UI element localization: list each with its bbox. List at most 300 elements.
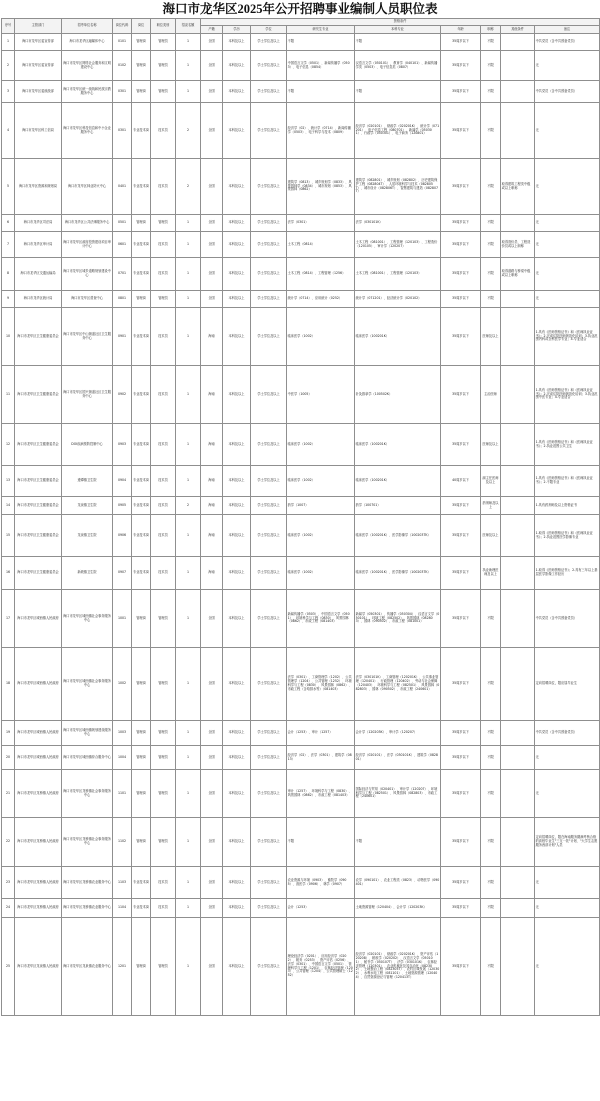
cell-education: 本科及以上 — [223, 746, 251, 770]
cell-quota: 1 — [176, 648, 201, 721]
cell-note: 中共党员（含中共预备党员） — [535, 590, 600, 648]
cell-category: 技术员 — [151, 308, 176, 366]
cell-grad-major: 临床医学（1002） — [287, 424, 355, 466]
cell-age: 35周岁以下 — [441, 590, 481, 648]
document-title: 海口市龙华区2025年公开招聘事业编制人员职位表 — [162, 2, 438, 16]
cell-degree: 学士学位及以上 — [251, 557, 287, 590]
table-row — [2, 34, 600, 51]
cell-post: 管理岗 — [132, 590, 151, 648]
cell-code: 1002 — [113, 648, 132, 721]
cell-education: 本科及以上 — [223, 770, 251, 818]
cell-seq: 1 — [2, 34, 15, 51]
cell-unit: 海口市龙华区龙桥镇农业服务中心 — [62, 899, 113, 918]
cell-note: 无 — [535, 215, 600, 232]
cell-post: 管理岗 — [132, 51, 151, 81]
cell-note: 无 — [535, 51, 600, 81]
cell-degree: 学士学位及以上 — [251, 51, 287, 81]
cell-category: 技术员 — [151, 557, 176, 590]
cell-other — [501, 466, 535, 497]
cell-post: 专业技术岗 — [132, 366, 151, 424]
cell-unit: 海口市龙华区龙桥镇社会事务服务中心 — [62, 770, 113, 818]
cell-other — [501, 81, 535, 103]
cell-seq: 3 — [2, 81, 15, 103]
cell-education: 本科及以上 — [223, 557, 251, 590]
cell-huji: 海南 — [201, 366, 223, 424]
table-row — [2, 424, 600, 466]
cell-unit: 海口市龙华区城西镇综合服务中心 — [62, 746, 113, 770]
cell-huji: 全国 — [201, 818, 223, 867]
cell-huji: 全国 — [201, 51, 223, 81]
cell-other — [501, 818, 535, 867]
cell-code: 0904 — [113, 466, 132, 497]
table-row — [2, 648, 600, 721]
table-row — [2, 51, 600, 81]
cell-seq: 25 — [2, 918, 15, 1016]
cell-dept: 海口市龙华区龙桥镇人民政府 — [15, 818, 62, 867]
cell-title: 不限 — [481, 867, 501, 899]
cell-dept: 海口市龙华区城西镇人民政府 — [15, 721, 62, 746]
cell-code: 1001 — [113, 590, 132, 648]
cell-ug-major: 不限 — [355, 81, 441, 103]
cell-code: 0701 — [113, 258, 132, 291]
cell-category: 技术员 — [151, 258, 176, 291]
cell-title: 不限 — [481, 159, 501, 215]
cell-other — [501, 515, 535, 557]
cell-quota: 1 — [176, 899, 201, 918]
cell-post: 管理岗 — [132, 291, 151, 308]
cell-other — [501, 366, 535, 424]
cell-age: 35周岁以下 — [441, 34, 481, 51]
cell-grad-major: 中国语言文学（0501）、新闻传播学（0503）、电子信息（0854） — [287, 51, 355, 81]
cell-education: 本科及以上 — [223, 81, 251, 103]
header-title: 职称 — [481, 26, 501, 34]
cell-quota: 1 — [176, 867, 201, 899]
cell-grad-major: 理论经济学（0201）、应用经济学（0202）、税务（0253）、资产评估（0256）、法学（0301）、中国语言文学（0501）、管理科学与工程（1201）、农林经济管理（1203）、公共管理（1204）、公共管理硕士（1252） — [287, 918, 355, 1016]
cell-grad-major: 经济学（02）、法学（0301）、建筑学（0813） — [287, 746, 355, 770]
cell-seq: 13 — [2, 466, 15, 497]
cell-code: 1104 — [113, 899, 132, 918]
cell-category: 管理员 — [151, 721, 176, 746]
table-row — [2, 366, 600, 424]
cell-other — [501, 721, 535, 746]
cell-code: 0401 — [113, 159, 132, 215]
cell-huji: 全国 — [201, 103, 223, 159]
header-post: 岗位 — [132, 19, 151, 34]
cell-title: 不限 — [481, 232, 501, 258]
cell-grad-major: 农业资源与环境（0903）、畜牧学（0905）、兽医学（0906）、林学（0907） — [287, 867, 355, 899]
cell-degree: 学士学位及以上 — [251, 366, 287, 424]
cell-other: 取得道路与桥梁中级或以上职称 — [501, 258, 535, 291]
cell-dept: 海口市龙华区城西镇人民政府 — [15, 746, 62, 770]
cell-age: 35周岁以下 — [441, 81, 481, 103]
cell-post: 专业技术岗 — [132, 232, 151, 258]
cell-seq: 22 — [2, 818, 15, 867]
cell-post: 专业技术岗 — [132, 159, 151, 215]
cell-title: 不限 — [481, 103, 501, 159]
table-body — [2, 34, 600, 1016]
table-header — [2, 19, 600, 34]
cell-grad-major: 新闻传播学（0503）、中国语言文学（0501）、环境科学与工程（0830）、风景园林（0862）、市政工程（081403） — [287, 590, 355, 648]
cell-seq: 24 — [2, 899, 15, 918]
cell-other — [501, 770, 535, 818]
cell-degree: 学士学位及以上 — [251, 232, 287, 258]
cell-ug-major: 临床医学（100201K） — [355, 424, 441, 466]
cell-huji: 全国 — [201, 81, 223, 103]
cell-other: 取得造价员、工程造价员或以上职称 — [501, 232, 535, 258]
cell-note: 无 — [535, 159, 600, 215]
cell-post: 专业技术岗 — [132, 497, 151, 515]
cell-post: 管理岗 — [132, 721, 151, 746]
cell-ug-major: 不限 — [355, 34, 441, 51]
cell-seq: 6 — [2, 215, 15, 232]
cell-seq: 14 — [2, 497, 15, 515]
header-other: 其他条件 — [501, 26, 535, 34]
cell-note: 1.具有《医师资格证书》和《医师执业证书》；2.不限专业 — [535, 466, 600, 497]
cell-dept: 海口市龙华区科工信局 — [15, 103, 62, 159]
cell-post: 专业技术岗 — [132, 899, 151, 918]
cell-title: 不限 — [481, 721, 501, 746]
cell-other — [501, 899, 535, 918]
cell-seq: 19 — [2, 721, 15, 746]
cell-dept: 海口市龙华区委宣传部 — [15, 51, 62, 81]
cell-post: 管理岗 — [132, 648, 151, 721]
cell-age: 35周岁以下 — [441, 291, 481, 308]
cell-code: 0501 — [113, 215, 132, 232]
cell-grad-major: 临床医学（1002） — [287, 515, 355, 557]
cell-quota: 1 — [176, 291, 201, 308]
header-category: 职位类别 — [151, 19, 176, 34]
cell-unit: 海口市龙华区城西镇规划建设服务中心 — [62, 721, 113, 746]
cell-degree: 学士学位及以上 — [251, 746, 287, 770]
cell-note: 无 — [535, 103, 600, 159]
cell-title: 不限 — [481, 818, 501, 867]
cell-education: 本科及以上 — [223, 291, 251, 308]
cell-post: 专业技术岗 — [132, 308, 151, 366]
cell-dept: 海口市龙华区卫生健康委员会 — [15, 366, 62, 424]
table-row — [2, 497, 600, 515]
cell-unit: 海口市龙华区国兴街道社区卫生服务中心 — [62, 366, 113, 424]
cell-grad-major: 临床医学（1002） — [287, 308, 355, 366]
cell-grad-major: 不限 — [287, 34, 355, 51]
cell-grad-major: 土木工程（0814）、工程管理（1256） — [287, 258, 355, 291]
cell-degree: 学士学位及以上 — [251, 291, 287, 308]
cell-unit: 海口市龙华区统一战线和民族宗教服务中心 — [62, 81, 113, 103]
cell-title: 不限 — [481, 215, 501, 232]
cell-quota: 1 — [176, 34, 201, 51]
cell-grad-major: 会计（1253）、审计（1257） — [287, 721, 355, 746]
cell-age: 35周岁以下 — [441, 159, 481, 215]
cell-category: 技术员 — [151, 232, 176, 258]
cell-degree: 学士学位及以上 — [251, 308, 287, 366]
cell-degree: 学士学位及以上 — [251, 215, 287, 232]
cell-seq: 10 — [2, 308, 15, 366]
cell-degree: 学士学位及以上 — [251, 497, 287, 515]
cell-other — [501, 746, 535, 770]
table-row — [2, 590, 600, 648]
cell-grad-major: 法学（0301）、工商管理学（1202）、公共管理学（1204）、公共管理（1252）、环境科学与工程（0830）、风景园林（0862）、市政工程（含给排水等）（081403） — [287, 648, 355, 721]
header-dept: 主管部门 — [15, 19, 62, 34]
cell-dept: 海口市龙华区司法局 — [15, 215, 62, 232]
cell-title: 不限 — [481, 258, 501, 291]
cell-seq: 5 — [2, 159, 15, 215]
cell-unit: 海口市龙华区城西镇社会事务服务中心 — [62, 648, 113, 721]
cell-code: 1201 — [113, 918, 132, 1016]
cell-age: 35周岁以下 — [441, 515, 481, 557]
cell-huji: 海南 — [201, 557, 223, 590]
cell-category: 技术员 — [151, 103, 176, 159]
cell-unit: 新坡镇卫生院 — [62, 557, 113, 590]
cell-dept: 海口市龙华区龙桥镇人民政府 — [15, 867, 62, 899]
cell-category: 管理员 — [151, 818, 176, 867]
cell-code: 0101 — [113, 34, 132, 51]
cell-seq: 8 — [2, 258, 15, 291]
cell-other — [501, 557, 535, 590]
cell-dept: 海口市龙华区龙泉镇人民政府 — [15, 918, 62, 1016]
cell-quota: 1 — [176, 308, 201, 366]
cell-unit: 海口市龙华区中山街道社区卫生服务中心 — [62, 308, 113, 366]
cell-category: 管理员 — [151, 918, 176, 1016]
cell-quota: 1 — [176, 81, 201, 103]
cell-post: 管理岗 — [132, 918, 151, 1016]
cell-education: 本科及以上 — [223, 497, 251, 515]
cell-title: 不限 — [481, 291, 501, 308]
cell-post: 专业技术岗 — [132, 557, 151, 590]
cell-grad-major: 不限 — [287, 81, 355, 103]
cell-other — [501, 34, 535, 51]
cell-code: 1101 — [113, 770, 132, 818]
cell-other: 取得建筑工程类中级或以上职称 — [501, 159, 535, 215]
cell-huji: 全国 — [201, 918, 223, 1016]
cell-category: 技术员 — [151, 466, 176, 497]
cell-ug-major: 土木工程（081001）、工程管理（120103） — [355, 258, 441, 291]
cell-code: 0301 — [113, 103, 132, 159]
cell-age: 35周岁以下 — [441, 867, 481, 899]
cell-education: 本科及以上 — [223, 308, 251, 366]
cell-title: 主治医师 — [481, 366, 501, 424]
cell-grad-major: 法学（0301） — [287, 215, 355, 232]
cell-ug-major: 临床医学（100201K） — [355, 466, 441, 497]
cell-huji: 全国 — [201, 867, 223, 899]
cell-education: 本科及以上 — [223, 515, 251, 557]
cell-note: 无 — [535, 258, 600, 291]
cell-category: 管理员 — [151, 590, 176, 648]
cell-unit: 遵谭镇卫生院 — [62, 466, 113, 497]
cell-huji: 全国 — [201, 648, 223, 721]
cell-unit: 海口市龙华区政府投资建设项目审计中心 — [62, 232, 113, 258]
cell-unit: 海口市龙华区城西镇社会事务服务中心 — [62, 590, 113, 648]
cell-dept: 海口市龙华区卫生健康委员会 — [15, 424, 62, 466]
cell-seq: 9 — [2, 291, 15, 308]
table-row — [2, 515, 600, 557]
cell-other — [501, 867, 535, 899]
cell-unit: DOI疾病预防控制中心 — [62, 424, 113, 466]
cell-title: 不限 — [481, 899, 501, 918]
cell-post: 管理岗 — [132, 34, 151, 51]
cell-huji: 全国 — [201, 721, 223, 746]
header-quota: 招录名额 — [176, 19, 201, 34]
cell-note: 无 — [535, 918, 600, 1016]
cell-note: 1.具有《医师资格证书》和《医师执业证书》；2.完成住院医师规范化培训；3.执业范围中医专业；4.专业适合 — [535, 366, 600, 424]
cell-dept: 海口市龙华区龙桥镇人民政府 — [15, 770, 62, 818]
cell-post: 专业技术岗 — [132, 103, 151, 159]
cell-title: 不限 — [481, 590, 501, 648]
cell-category: 管理员 — [151, 34, 176, 51]
cell-title: 执业助理医师及以上 — [481, 557, 501, 590]
cell-dept: 海口市龙华区卫生健康委员会 — [15, 466, 62, 497]
cell-education: 本科及以上 — [223, 818, 251, 867]
cell-degree: 学士学位及以上 — [251, 918, 287, 1016]
table-row — [2, 103, 600, 159]
positions-table — [1, 18, 600, 1016]
cell-degree: 学士学位及以上 — [251, 648, 287, 721]
cell-seq: 2 — [2, 51, 15, 81]
cell-seq: 18 — [2, 648, 15, 721]
cell-education: 本科及以上 — [223, 232, 251, 258]
cell-age: 35周岁以下 — [441, 51, 481, 81]
cell-other — [501, 291, 535, 308]
cell-ug-major: 临床医学（100201K）、医学影像学（100203TK） — [355, 557, 441, 590]
cell-ug-major: 经济学（020101）、财政学（020201K）、统计学（071201）、电子信息工程（080701）、新闻学（050301）、行政学（050301）、电子商务（120801） — [355, 103, 441, 159]
cell-category: 技术员 — [151, 867, 176, 899]
cell-title: 医师及以上 — [481, 515, 501, 557]
cell-post: 管理岗 — [132, 81, 151, 103]
cell-other — [501, 103, 535, 159]
table-row — [2, 258, 600, 291]
cell-education: 本科及以上 — [223, 867, 251, 899]
cell-dept: 海口市龙华区资源和规划局 — [15, 159, 62, 215]
table-row — [2, 899, 600, 918]
cell-degree: 学士学位及以上 — [251, 258, 287, 291]
header-requirements: 资格条件 — [201, 19, 600, 26]
cell-category: 技术员 — [151, 515, 176, 557]
cell-unit: 海口市龙华区城乡道路规划建设中心 — [62, 258, 113, 291]
header-education: 学历 — [223, 26, 251, 34]
cell-dept: 海口市龙华区卫生健康委员会 — [15, 557, 62, 590]
cell-huji: 全国 — [201, 899, 223, 918]
table-row — [2, 232, 600, 258]
cell-note: 中共党员（含中共预备党员） — [535, 721, 600, 746]
cell-ug-major: 经济学（020101）、法学（030101K）、建筑学（082801） — [355, 746, 441, 770]
cell-seq: 20 — [2, 746, 15, 770]
cell-education: 本科及以上 — [223, 34, 251, 51]
table-row — [2, 746, 600, 770]
cell-post: 专业技术岗 — [132, 424, 151, 466]
cell-other — [501, 308, 535, 366]
cell-post: 管理岗 — [132, 215, 151, 232]
table-row — [2, 159, 600, 215]
cell-code: 0902 — [113, 366, 132, 424]
cell-code: 1103 — [113, 867, 132, 899]
cell-grad-major: 会计（1253） — [287, 899, 355, 918]
cell-education: 本科及以上 — [223, 648, 251, 721]
cell-seq: 11 — [2, 366, 15, 424]
cell-quota: 1 — [176, 721, 201, 746]
cell-grad-major: 临床医学（1002） — [287, 466, 355, 497]
cell-huji: 全国 — [201, 291, 223, 308]
cell-note: 1.具有药剂师及以上资格证书 — [535, 497, 600, 515]
table-row — [2, 308, 600, 366]
cell-education: 本科及以上 — [223, 51, 251, 81]
cell-grad-major: 经济学（02）、统计学（0714）、新闻传播学（0503）、电子科学与技术（0809） — [287, 103, 355, 159]
cell-age: 35周岁以下 — [441, 308, 481, 366]
header-code: 岗位代码 — [113, 19, 132, 34]
cell-post: 管理岗 — [132, 770, 151, 818]
cell-degree: 学士学位及以上 — [251, 466, 287, 497]
cell-unit: 海口市龙华区科技信息和中小企业服务中心 — [62, 103, 113, 159]
cell-note: 无 — [535, 232, 600, 258]
cell-age: 35周岁以下 — [441, 557, 481, 590]
cell-quota: 1 — [176, 424, 201, 466]
cell-grad-major: 中医学（1005） — [287, 366, 355, 424]
cell-grad-major: 审计（1257）、环境科学与工程（0830）、风景园林（0862）、市政工程（081403） — [287, 770, 355, 818]
cell-note: 无 — [535, 746, 600, 770]
cell-seq: 7 — [2, 232, 15, 258]
cell-note: 中共党员（含中共预备党员） — [535, 81, 600, 103]
cell-seq: 15 — [2, 515, 15, 557]
cell-code: 0801 — [113, 291, 132, 308]
cell-post: 专业技术岗 — [132, 466, 151, 497]
cell-title: 副主任医师及以上 — [481, 466, 501, 497]
table-row — [2, 721, 600, 746]
table-row — [2, 291, 600, 308]
cell-dept: 海口市龙华区卫生健康委员会 — [15, 497, 62, 515]
cell-post: 管理岗 — [132, 746, 151, 770]
cell-unit: 海口市龙华区网络社会服务和文明建设中心 — [62, 51, 113, 81]
cell-ug-major: 临床医学（100201K） — [355, 308, 441, 366]
cell-code: 0906 — [113, 515, 132, 557]
cell-seq: 12 — [2, 424, 15, 466]
cell-title: 不限 — [481, 51, 501, 81]
cell-age: 35周岁以下 — [441, 215, 481, 232]
cell-category: 技术员 — [151, 899, 176, 918]
cell-unit: 海口市龙华区融媒体中心 — [62, 34, 113, 51]
cell-age: 35周岁以下 — [441, 721, 481, 746]
cell-quota: 2 — [176, 159, 201, 215]
cell-huji: 全国 — [201, 232, 223, 258]
cell-dept: 海口市龙华区卫生健康委员会 — [15, 515, 62, 557]
cell-unit: 龙泉镇卫生院 — [62, 515, 113, 557]
cell-education: 本科及以上 — [223, 159, 251, 215]
cell-note: 定向招聘岗位，限在海南服务期满考核合格的高校毕业生"三支一扶"计划、"大学生志愿服务西部计划"人员 — [535, 818, 600, 867]
cell-note: 1.取得《医师资格证书》；2.具有三年以上基层医学影像工作经历 — [535, 557, 600, 590]
cell-unit: 海口市龙华区林业防火中心 — [62, 159, 113, 215]
cell-degree: 学士学位及以上 — [251, 867, 287, 899]
cell-age: 35周岁以下 — [441, 497, 481, 515]
cell-post: 管理岗 — [132, 818, 151, 867]
cell-category: 管理员 — [151, 81, 176, 103]
cell-note: 1.具有《医师资格证书》和《医师执业证书》；2.完成住院医师规范化培训；3.执业范围内科或全科医学专业；4.专业适合 — [535, 308, 600, 366]
cell-ug-major: 针灸推拿学（100502K） — [355, 366, 441, 424]
cell-code: 0905 — [113, 497, 132, 515]
cell-grad-major: 药学（1007） — [287, 497, 355, 515]
cell-dept: 海口市龙华区龙桥镇人民政府 — [15, 899, 62, 918]
cell-education: 本科及以上 — [223, 721, 251, 746]
table-row — [2, 81, 600, 103]
cell-quota: 1 — [176, 770, 201, 818]
cell-note: 无 — [535, 291, 600, 308]
cell-ug-major: 不限 — [355, 818, 441, 867]
cell-age: 35周岁以下 — [441, 918, 481, 1016]
cell-age: 35周岁以下 — [441, 424, 481, 466]
cell-degree: 学士学位及以上 — [251, 899, 287, 918]
header-grad-major: 研究生专业 — [287, 26, 355, 34]
cell-ug-major: 土地资源管理（120404）、会计学（120203K） — [355, 899, 441, 918]
table-row — [2, 466, 600, 497]
cell-dept: 海口市龙华区城西镇人民政府 — [15, 590, 62, 648]
cell-seq: 21 — [2, 770, 15, 818]
cell-title: 不限 — [481, 918, 501, 1016]
cell-dept: 海口市龙华区审计局 — [15, 232, 62, 258]
